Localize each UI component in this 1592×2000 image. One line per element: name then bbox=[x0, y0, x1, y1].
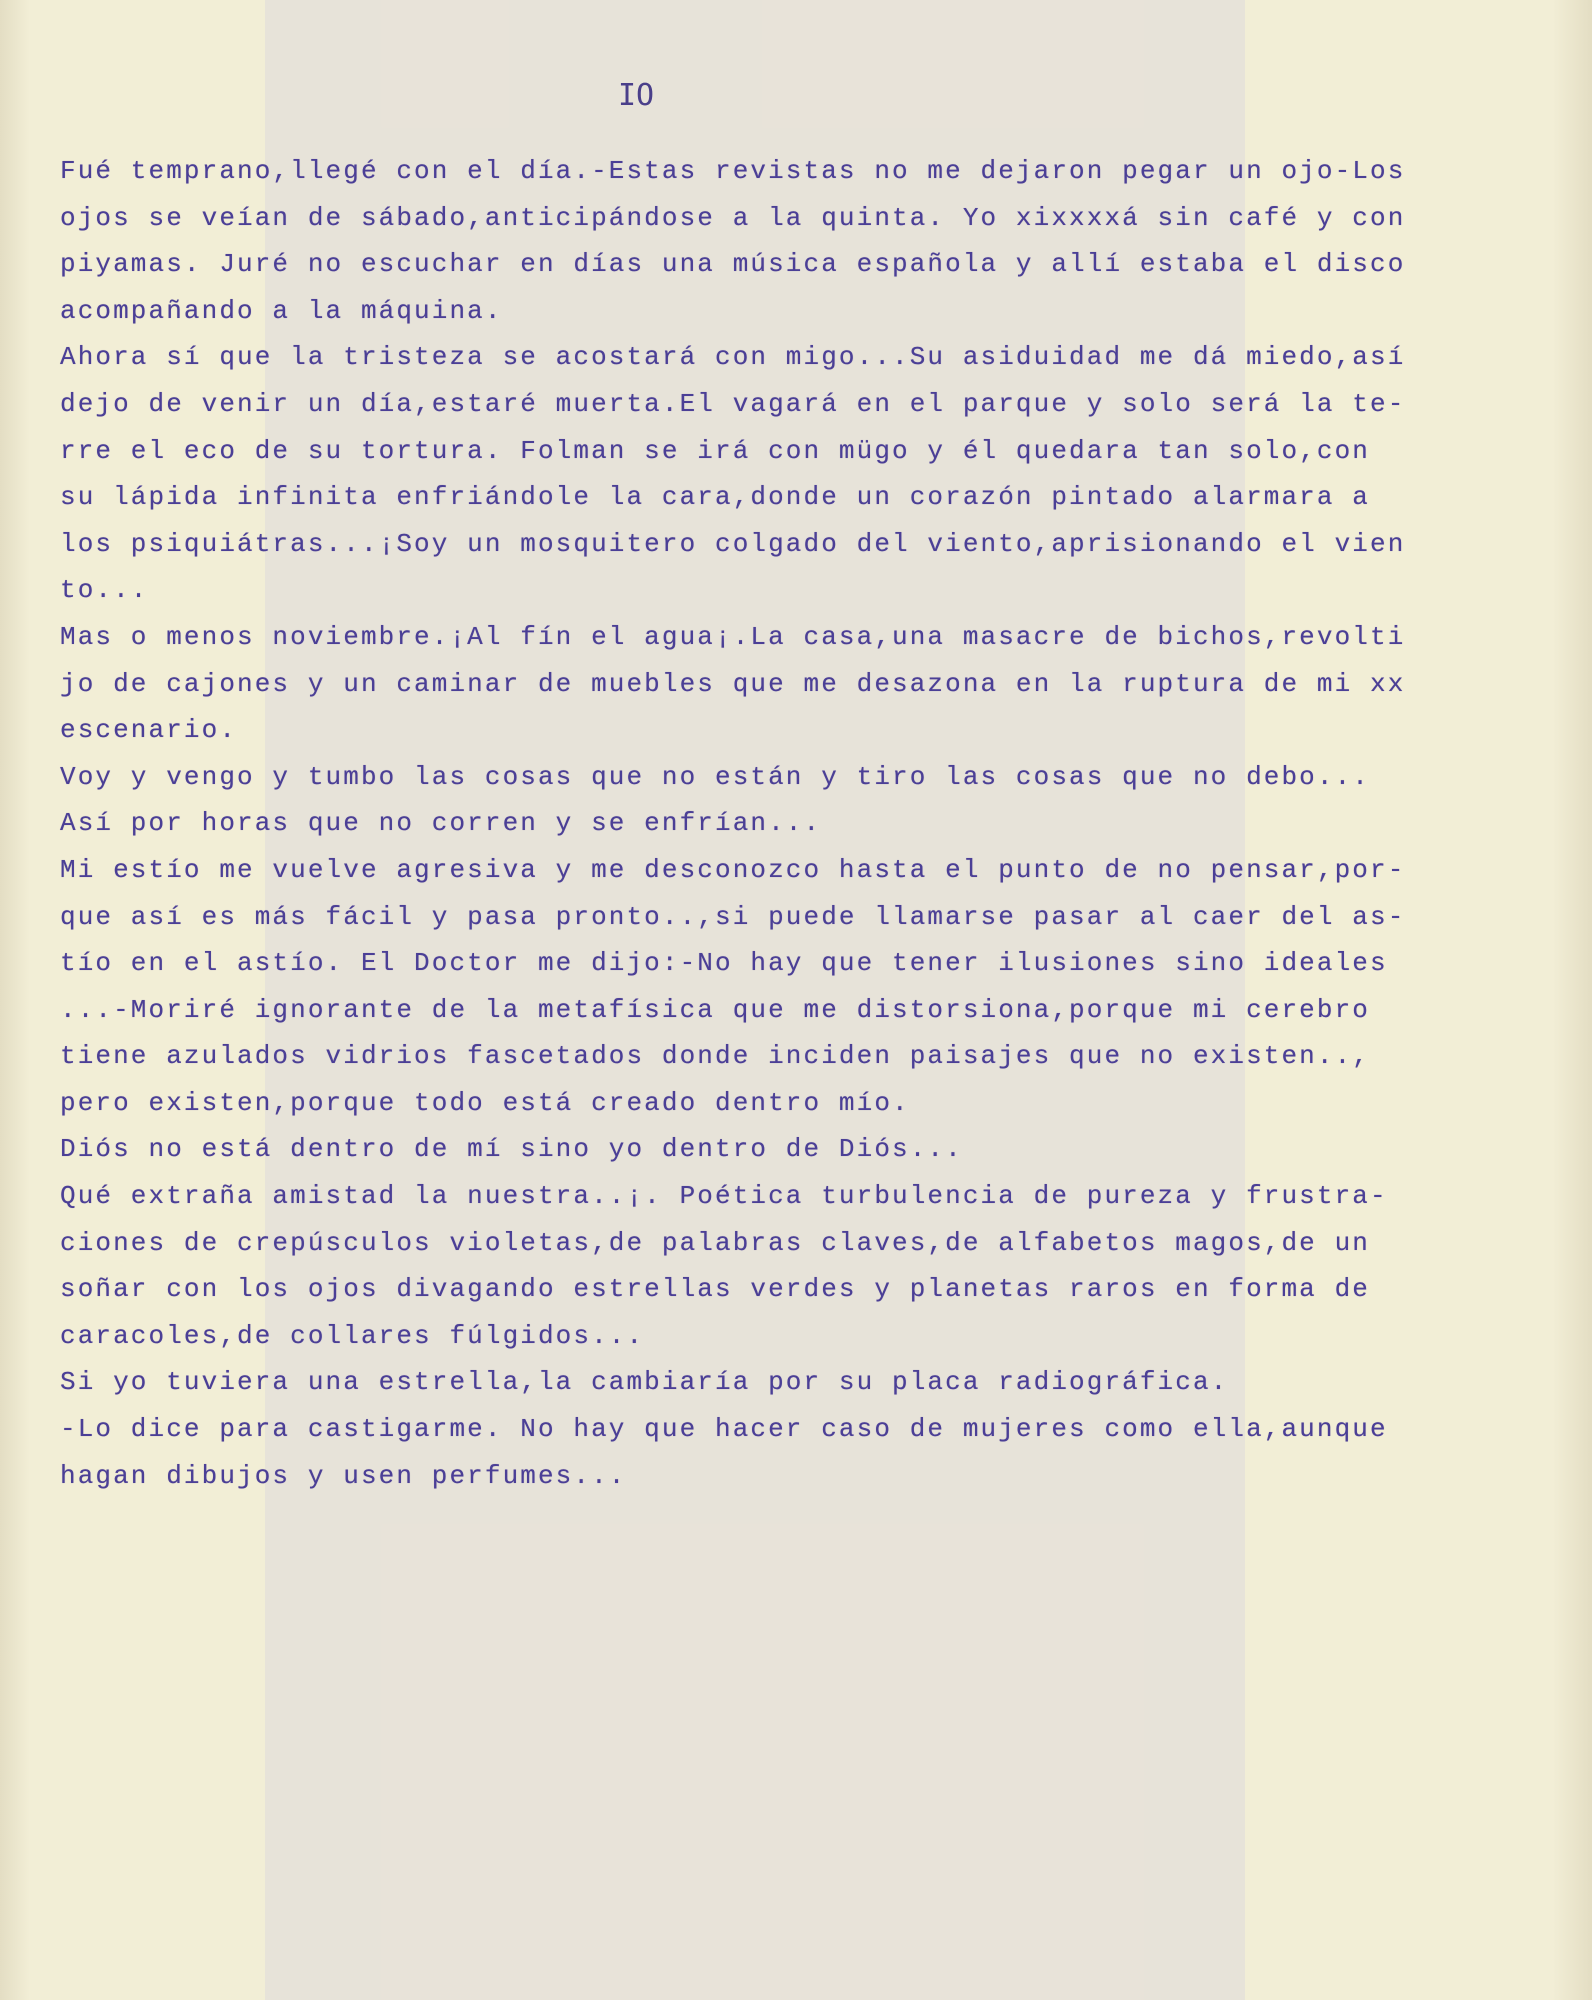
text-line: Fué temprano,llegé con el día.-Estas revistas no me dejaron pegar un ojo-Los bbox=[60, 156, 1406, 186]
text-line: rre el eco de su tortura. Folman se irá con mügo y él quedara tan solo,con bbox=[60, 435, 1370, 466]
text-line: Voy y vengo y tumbo las cosas que no están y tiro las cosas que no debo... bbox=[60, 761, 1370, 792]
text-line: Mi estío me vuelve agresiva y me desconozco hasta el punto de no pensar,por- bbox=[60, 854, 1406, 885]
text-line: soñar con los ojos divagando estrellas verdes y planetas raros en forma de bbox=[60, 1274, 1370, 1305]
typewritten-text-block bbox=[60, 148, 1540, 1499]
text-line: Mas o menos noviembre.¡Al fín el agua¡.La casa,una masacre de bichos,revolti bbox=[60, 621, 1406, 652]
text-line: ciones de crepúsculos violetas,de palabras claves,de alfabetos magos,de un bbox=[60, 1227, 1370, 1258]
text-line: los psiquiátras...¡Soy un mosquitero colgado del viento,aprisionando el vien bbox=[60, 528, 1406, 559]
text-line: Ahora sí que la tristeza se acostará con migo...Su asiduidad me dá miedo,así bbox=[60, 342, 1406, 373]
text-line: ...-Moriré ignorante de la metafísica que me distorsiona,porque mi cerebro bbox=[60, 994, 1370, 1025]
text-line: acompañando a la máquina. bbox=[60, 295, 503, 326]
text-line: hagan dibujos y usen perfumes... bbox=[60, 1460, 627, 1491]
text-line: jo de cajones y un caminar de muebles que me desazona en la ruptura de mi xx bbox=[60, 668, 1406, 699]
text-line: caracoles,de collares fúlgidos... bbox=[60, 1320, 645, 1351]
paper-edge-left bbox=[0, 0, 30, 2000]
paper-edge-right bbox=[1552, 0, 1592, 2000]
page-number: IO bbox=[618, 78, 655, 113]
text-line: Si yo tuviera una estrella,la cambiaría por su placa radiográfica. bbox=[60, 1367, 1229, 1398]
text-line: piyamas. Juré no escuchar en días una música española y allí estaba el disco bbox=[60, 249, 1406, 280]
text-line: tío en el astío. El Doctor me dijo:-No hay que tener ilusiones sino ideales bbox=[60, 948, 1388, 979]
text-line: -Lo dice para castigarme. No hay que hacer caso de mujeres como ella,aunque bbox=[60, 1414, 1388, 1445]
text-line: que así es más fácil y pasa pronto..,si puede llamarse pasar al caer del as- bbox=[60, 901, 1406, 932]
text-line: su lápida infinita enfriándole la cara,donde un corazón pintado alarmara a bbox=[60, 482, 1370, 513]
text-line: to... bbox=[60, 575, 149, 606]
text-line: tiene azulados vidrios fascetados donde inciden paisajes que no existen.., bbox=[60, 1041, 1370, 1072]
text-line: Diós no está dentro de mí sino yo dentro de Diós... bbox=[60, 1134, 963, 1165]
text-line: dejo de venir un día,estaré muerta.El vagará en el parque y solo será la te- bbox=[60, 388, 1406, 419]
text-line: ojos se veían de sábado,anticipándose a la quinta. Yo xixxxxá sin café y con bbox=[60, 202, 1406, 233]
text-line: pero existen,porque todo está creado dentro mío. bbox=[60, 1087, 910, 1118]
text-line: escenario. bbox=[60, 715, 238, 746]
text-line: Así por horas que no corren y se enfrían... bbox=[60, 808, 822, 839]
text-line: Qué extraña amistad la nuestra..¡. Poética turbulencia de pureza y frustra- bbox=[60, 1181, 1388, 1212]
